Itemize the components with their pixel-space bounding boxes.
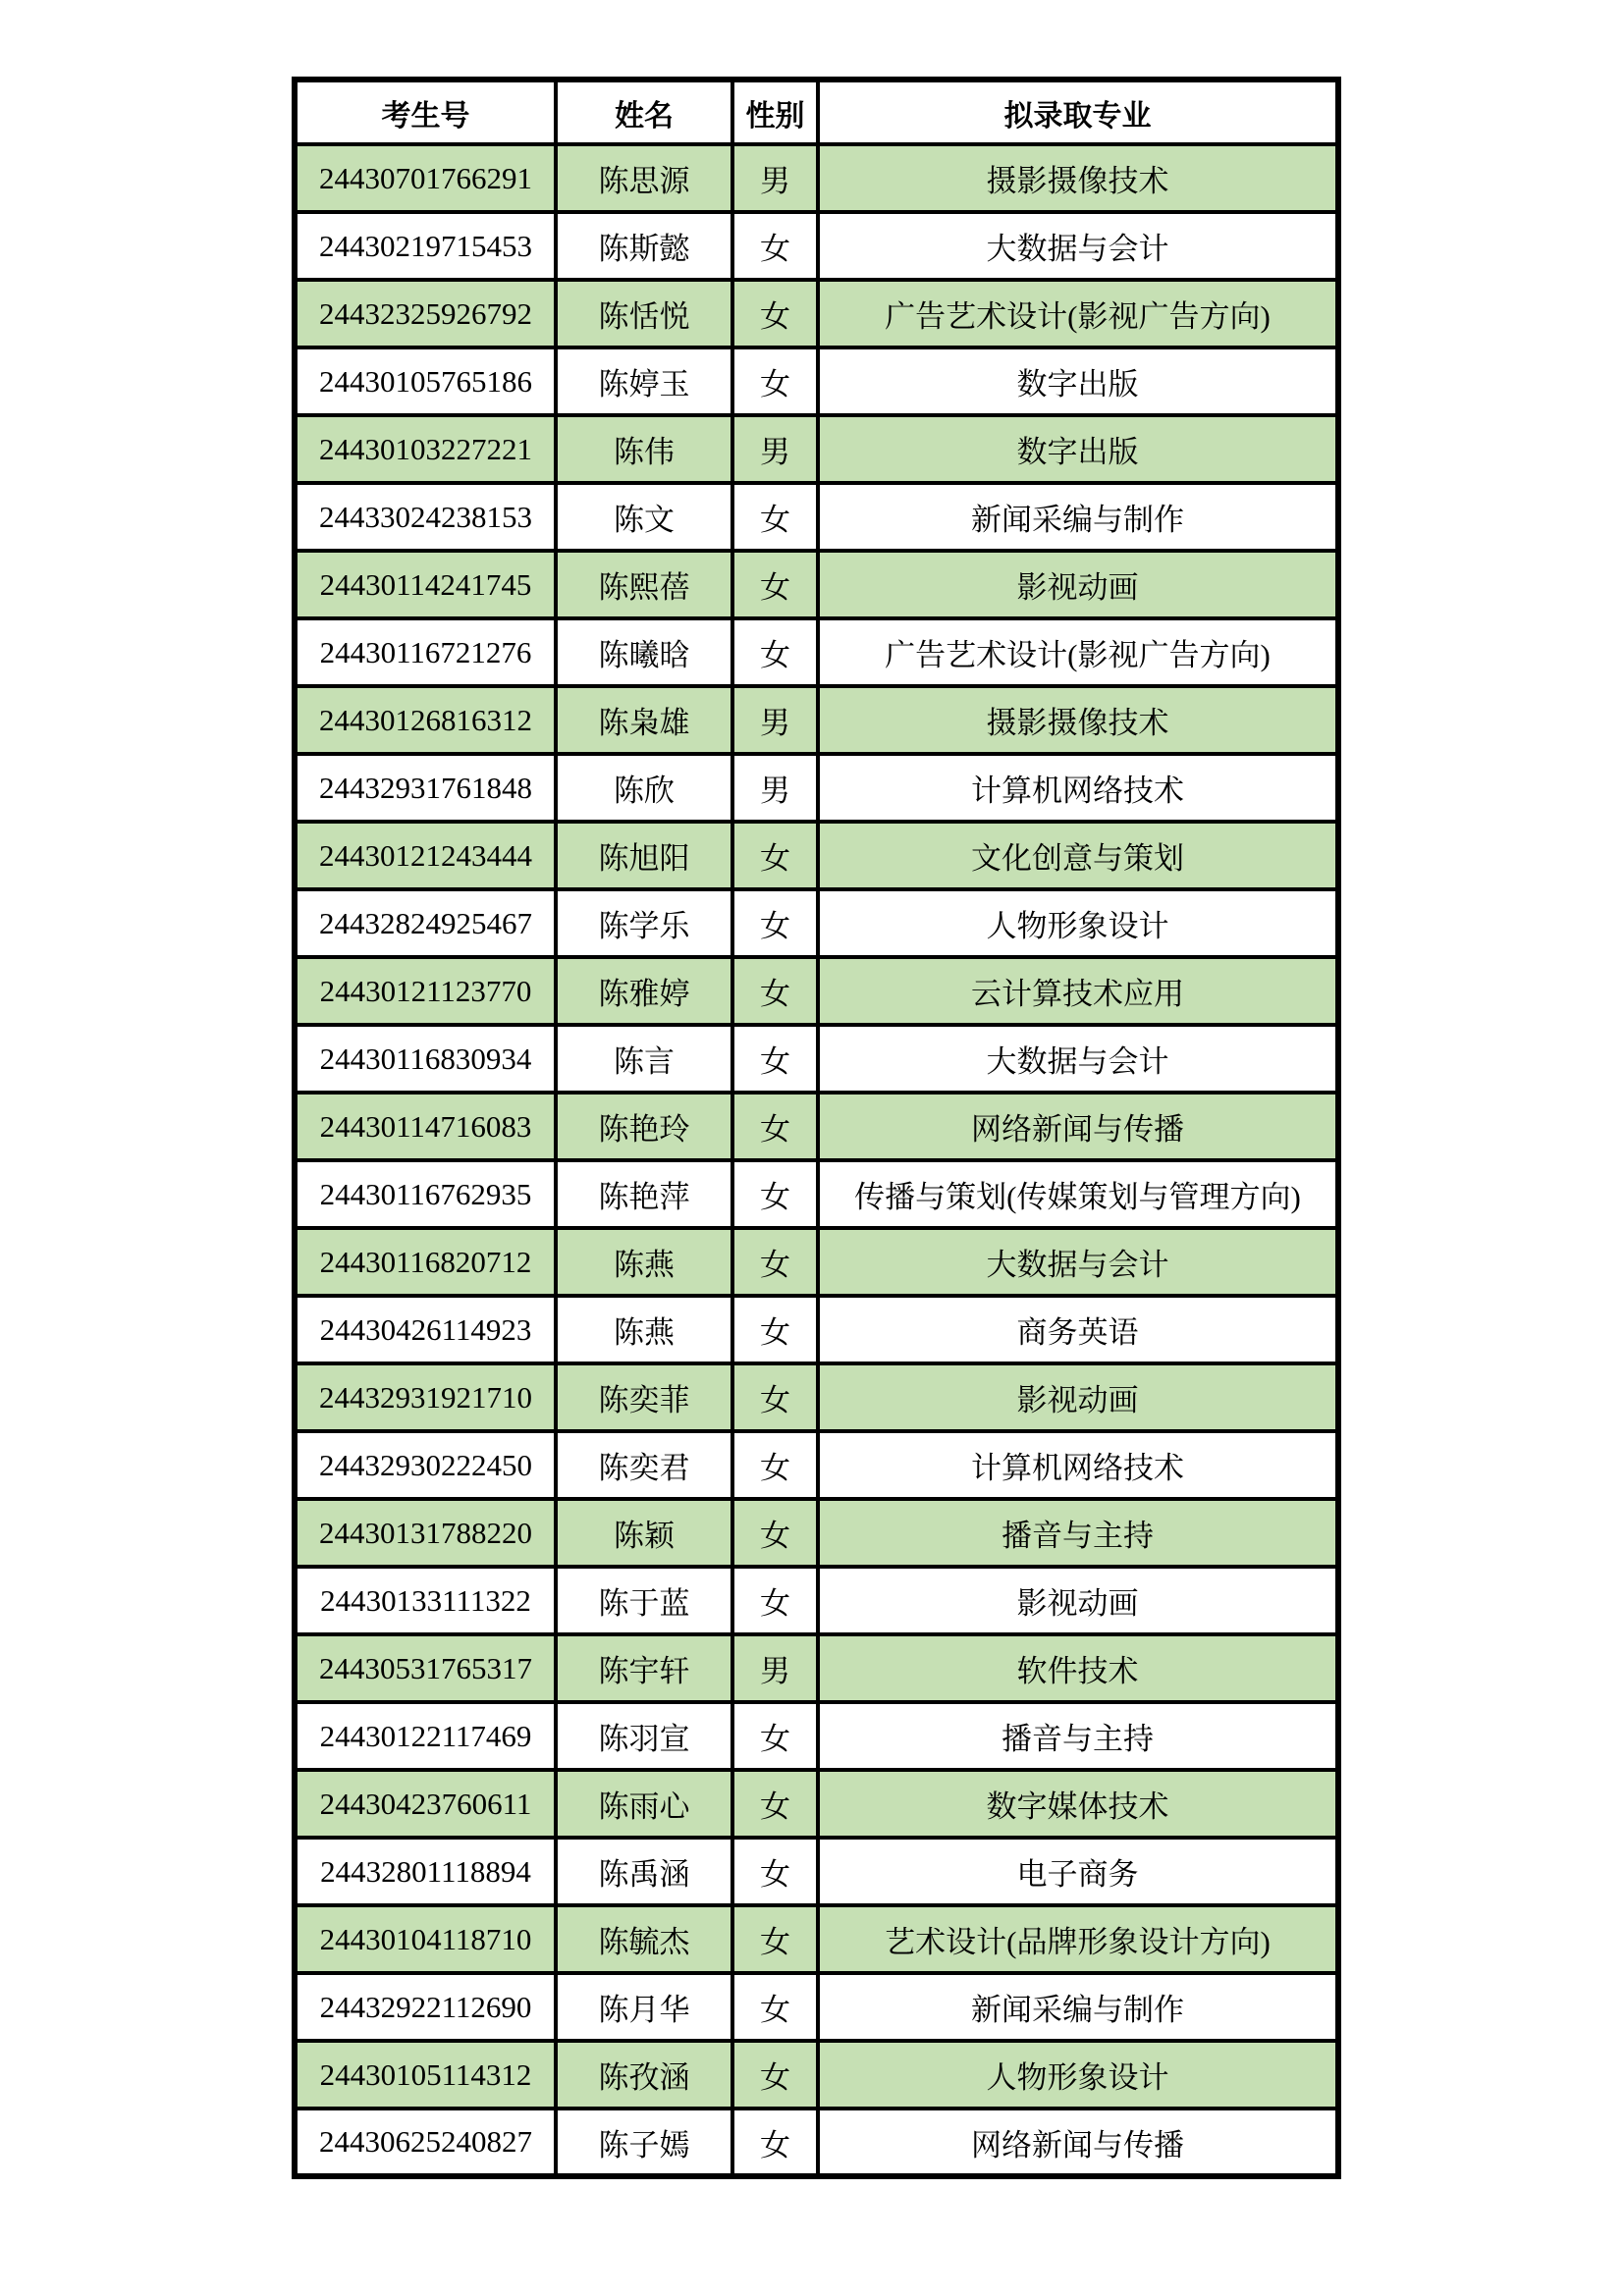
name-cell: 陈文 [556,483,732,551]
gender-cell: 女 [732,957,818,1025]
name-cell: 陈奕菲 [556,1363,732,1431]
name-cell: 陈艳玲 [556,1093,732,1160]
id-cell: 24432824925467 [295,889,556,957]
table-row [295,1160,1338,1228]
header-gender: 性别 [732,80,818,144]
name-cell: 陈子嫣 [556,2109,732,2176]
major-cell: 影视动画 [818,1567,1338,1634]
id-cell: 24430105114312 [295,2041,556,2109]
header-name: 姓名 [556,80,732,144]
id-cell: 24430116830934 [295,1025,556,1093]
table-row [295,1838,1338,1905]
name-cell: 陈燕 [556,1296,732,1363]
name-cell: 陈宇轩 [556,1634,732,1702]
id-cell: 24430423760611 [295,1770,556,1838]
id-cell: 24432931921710 [295,1363,556,1431]
id-cell: 24432801118894 [295,1838,556,1905]
table-row [295,822,1338,889]
major-cell: 播音与主持 [818,1499,1338,1567]
major-cell: 大数据与会计 [818,1025,1338,1093]
gender-cell: 女 [732,1702,818,1770]
name-cell: 陈婷玉 [556,347,732,415]
major-cell: 广告艺术设计(影视广告方向) [818,280,1338,347]
major-cell: 摄影摄像技术 [818,144,1338,212]
name-cell: 陈曦晗 [556,618,732,686]
table-row [295,889,1338,957]
table-row [295,2109,1338,2176]
name-cell: 陈伟 [556,415,732,483]
gender-cell: 女 [732,2041,818,2109]
id-cell: 24430531765317 [295,1634,556,1702]
name-cell: 陈枭雄 [556,686,732,754]
major-cell: 人物形象设计 [818,2041,1338,2109]
name-cell: 陈月华 [556,1973,732,2041]
name-cell: 陈禹涵 [556,1838,732,1905]
id-cell: 24430105765186 [295,347,556,415]
id-cell: 24430114241745 [295,551,556,618]
id-cell: 24430116820712 [295,1228,556,1296]
id-cell: 24430116721276 [295,618,556,686]
table-row [295,1363,1338,1431]
gender-cell: 女 [732,1567,818,1634]
major-cell: 传播与策划(传媒策划与管理方向) [818,1160,1338,1228]
gender-cell: 女 [732,1228,818,1296]
id-cell: 24430426114923 [295,1296,556,1363]
gender-cell: 男 [732,144,818,212]
gender-cell: 女 [732,1431,818,1499]
id-cell: 24432922112690 [295,1973,556,2041]
gender-cell: 男 [732,1634,818,1702]
table-row [295,754,1338,822]
gender-cell: 女 [732,1905,818,1973]
major-cell: 大数据与会计 [818,212,1338,280]
table-row [295,1567,1338,1634]
gender-cell: 男 [732,754,818,822]
gender-cell: 女 [732,618,818,686]
id-cell: 24430133111322 [295,1567,556,1634]
major-cell: 数字媒体技术 [818,1770,1338,1838]
major-cell: 数字出版 [818,415,1338,483]
id-cell: 24433024238153 [295,483,556,551]
major-cell: 数字出版 [818,347,1338,415]
name-cell: 陈燕 [556,1228,732,1296]
header-candidate-id: 考生号 [295,80,556,144]
id-cell: 24430121243444 [295,822,556,889]
name-cell: 陈羽宣 [556,1702,732,1770]
id-cell: 24432930222450 [295,1431,556,1499]
table-row [295,1702,1338,1770]
id-cell: 24430116762935 [295,1160,556,1228]
major-cell: 大数据与会计 [818,1228,1338,1296]
gender-cell: 女 [732,212,818,280]
gender-cell: 女 [732,1160,818,1228]
major-cell: 电子商务 [818,1838,1338,1905]
major-cell: 新闻采编与制作 [818,483,1338,551]
table-row [295,212,1338,280]
major-cell: 播音与主持 [818,1702,1338,1770]
id-cell: 24430131788220 [295,1499,556,1567]
name-cell: 陈雅婷 [556,957,732,1025]
id-cell: 24430701766291 [295,144,556,212]
table-row [295,1228,1338,1296]
name-cell: 陈学乐 [556,889,732,957]
name-cell: 陈斯懿 [556,212,732,280]
major-cell: 广告艺术设计(影视广告方向) [818,618,1338,686]
major-cell: 新闻采编与制作 [818,1973,1338,2041]
gender-cell: 女 [732,822,818,889]
gender-cell: 女 [732,1296,818,1363]
table-row [295,1770,1338,1838]
name-cell: 陈恬悦 [556,280,732,347]
gender-cell: 女 [732,2109,818,2176]
id-cell: 24430126816312 [295,686,556,754]
gender-cell: 男 [732,415,818,483]
header-major: 拟录取专业 [818,80,1338,144]
id-cell: 24430121123770 [295,957,556,1025]
id-cell: 24430104118710 [295,1905,556,1973]
name-cell: 陈思源 [556,144,732,212]
gender-cell: 女 [732,280,818,347]
major-cell: 云计算技术应用 [818,957,1338,1025]
table-body [295,144,1338,2176]
table-row [295,483,1338,551]
major-cell: 人物形象设计 [818,889,1338,957]
table-row [295,1973,1338,2041]
name-cell: 陈奕君 [556,1431,732,1499]
gender-cell: 女 [732,1363,818,1431]
table-row [295,618,1338,686]
gender-cell: 男 [732,686,818,754]
major-cell: 影视动画 [818,1363,1338,1431]
major-cell: 影视动画 [818,551,1338,618]
id-cell: 24430122117469 [295,1702,556,1770]
table-row [295,2041,1338,2109]
gender-cell: 女 [732,1025,818,1093]
table-row [295,957,1338,1025]
table-row [295,1431,1338,1499]
id-cell: 24432931761848 [295,754,556,822]
name-cell: 陈言 [556,1025,732,1093]
table-row [295,1499,1338,1567]
table-row [295,1025,1338,1093]
major-cell: 摄影摄像技术 [818,686,1338,754]
name-cell: 陈旭阳 [556,822,732,889]
major-cell: 软件技术 [818,1634,1338,1702]
name-cell: 陈欣 [556,754,732,822]
gender-cell: 女 [732,1973,818,2041]
major-cell: 计算机网络技术 [818,1431,1338,1499]
table-row [295,551,1338,618]
major-cell: 网络新闻与传播 [818,2109,1338,2176]
gender-cell: 女 [732,1838,818,1905]
id-cell: 24430625240827 [295,2109,556,2176]
name-cell: 陈于蓝 [556,1567,732,1634]
id-cell: 24430219715453 [295,212,556,280]
name-cell: 陈孜涵 [556,2041,732,2109]
major-cell: 网络新闻与传播 [818,1093,1338,1160]
gender-cell: 女 [732,889,818,957]
major-cell: 商务英语 [818,1296,1338,1363]
admission-table [292,77,1341,2179]
table-row [295,1634,1338,1702]
major-cell: 计算机网络技术 [818,754,1338,822]
header-row [295,80,1338,144]
name-cell: 陈熙蓓 [556,551,732,618]
gender-cell: 女 [732,1499,818,1567]
table-row [295,144,1338,212]
gender-cell: 女 [732,347,818,415]
gender-cell: 女 [732,483,818,551]
id-cell: 24430103227221 [295,415,556,483]
id-cell: 24430114716083 [295,1093,556,1160]
gender-cell: 女 [732,1770,818,1838]
name-cell: 陈雨心 [556,1770,732,1838]
table-row [295,1093,1338,1160]
name-cell: 陈毓杰 [556,1905,732,1973]
id-cell: 24432325926792 [295,280,556,347]
major-cell: 文化创意与策划 [818,822,1338,889]
gender-cell: 女 [732,551,818,618]
name-cell: 陈艳萍 [556,1160,732,1228]
table-row [295,415,1338,483]
name-cell: 陈颖 [556,1499,732,1567]
table-row [295,1296,1338,1363]
table-row [295,1905,1338,1973]
table-row [295,347,1338,415]
gender-cell: 女 [732,1093,818,1160]
table-row [295,686,1338,754]
table-row [295,280,1338,347]
major-cell: 艺术设计(品牌形象设计方向) [818,1905,1338,1973]
